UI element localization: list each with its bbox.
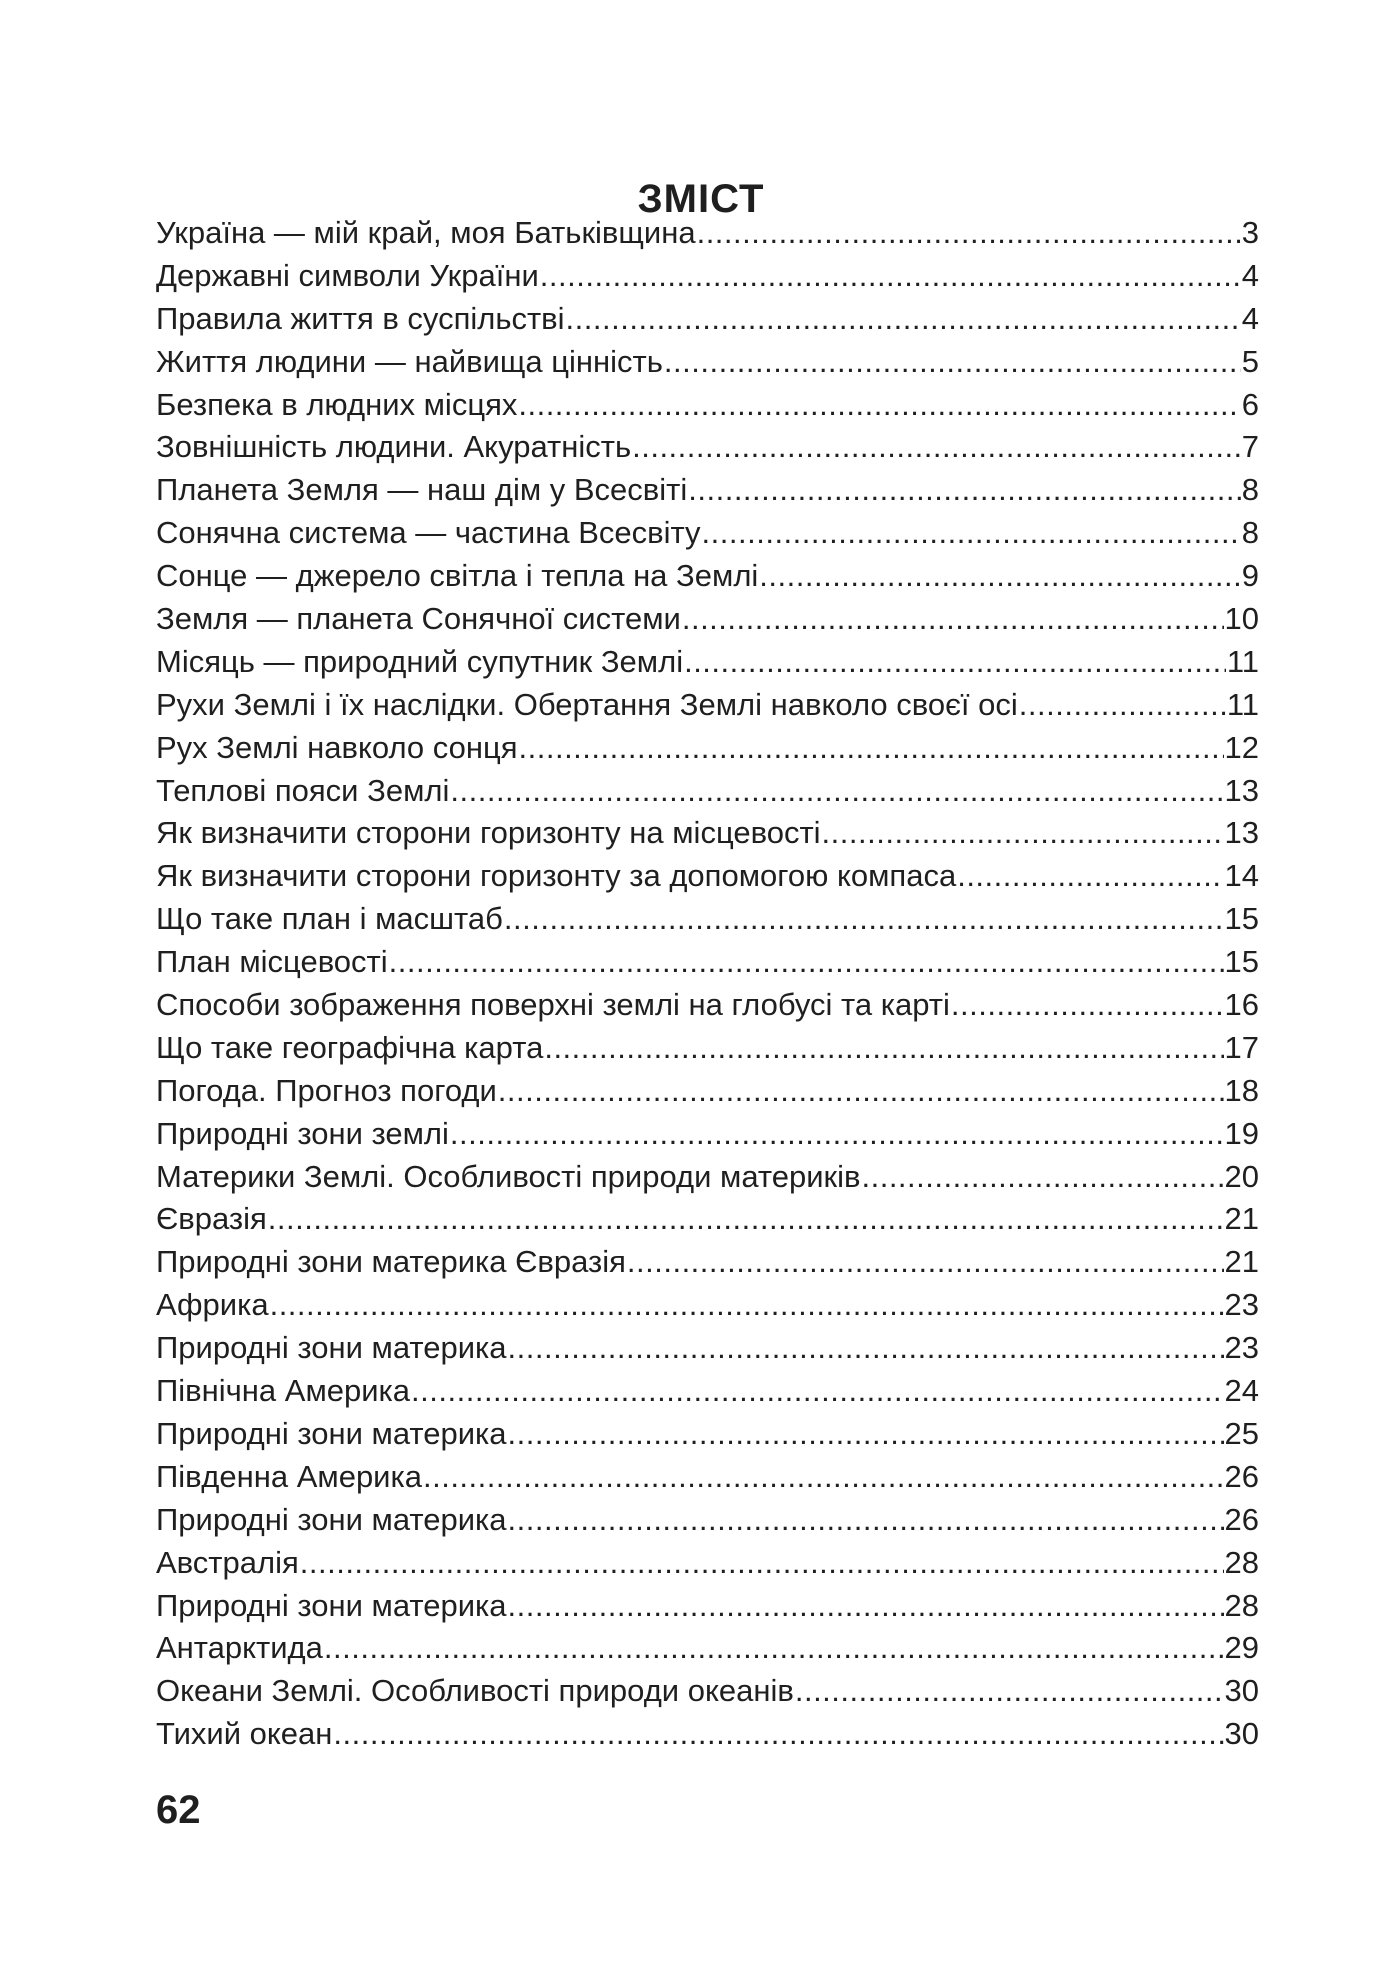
toc-entry-page: 13 <box>1224 815 1259 851</box>
toc-entry-page: 5 <box>1241 343 1259 379</box>
toc-dot-leader <box>684 641 1226 684</box>
toc-entry-title: Сонячна система — частина Всесвіту <box>156 515 701 551</box>
toc-dot-leader <box>664 341 1241 384</box>
toc-entry <box>156 1156 1259 1199</box>
toc-dot-leader <box>697 212 1241 255</box>
toc-entry <box>156 1241 1259 1284</box>
toc-dot-leader <box>540 255 1241 298</box>
toc-entry <box>156 1585 1259 1628</box>
toc-entry <box>156 1670 1259 1713</box>
toc-dot-leader <box>268 1198 1224 1241</box>
toc-entry-page: 28 <box>1224 1544 1259 1580</box>
toc-entry-page: 8 <box>1241 515 1259 551</box>
toc-entry-page: 6 <box>1241 386 1259 422</box>
toc-dot-leader <box>270 1284 1224 1327</box>
page-title: ЗМІСТ <box>637 176 765 221</box>
toc-entry <box>156 812 1259 855</box>
toc-entry-page: 29 <box>1224 1630 1259 1666</box>
toc-entry-title: Правила життя в суспільстві <box>156 300 565 336</box>
toc-entry <box>156 341 1259 384</box>
toc-entry-page: 21 <box>1224 1244 1259 1280</box>
toc-entry-title: Природні зони землі <box>156 1115 449 1151</box>
toc-entry <box>156 298 1259 341</box>
toc-dot-leader <box>544 1027 1223 1070</box>
toc-entry-title: Державні символи України <box>156 257 539 293</box>
toc-entry-page: 7 <box>1241 429 1259 465</box>
toc-entry <box>156 898 1259 941</box>
toc-entry-page: 24 <box>1224 1373 1259 1409</box>
toc-dot-leader <box>951 984 1224 1027</box>
toc-entry-title: Материки Землі. Особливості природи материків <box>156 1158 861 1194</box>
toc-entry <box>156 1370 1259 1413</box>
toc-entry-title: Зовнішність людини. Акуратність <box>156 429 632 465</box>
toc-entry-page: 14 <box>1224 858 1259 894</box>
toc-entry <box>156 1456 1259 1499</box>
toc-dot-leader <box>389 941 1224 984</box>
toc-entry <box>156 855 1259 898</box>
toc-entry-page: 19 <box>1224 1115 1259 1151</box>
toc-entry-title: Теплові пояси Землі <box>156 772 450 808</box>
toc-entry <box>156 1284 1259 1327</box>
toc-entry <box>156 770 1259 813</box>
toc-entry <box>156 212 1259 255</box>
toc-dot-leader <box>508 1585 1224 1628</box>
toc-entry <box>156 641 1259 684</box>
toc-entry-page: 18 <box>1224 1072 1259 1108</box>
toc-entry <box>156 1027 1259 1070</box>
toc-entry-title: Південна Америка <box>156 1458 422 1494</box>
table-of-contents <box>156 212 1259 1756</box>
toc-entry <box>156 384 1259 427</box>
toc-dot-leader <box>759 555 1240 598</box>
toc-entry-page: 21 <box>1224 1201 1259 1237</box>
toc-dot-leader <box>508 1499 1224 1542</box>
toc-entry-page: 25 <box>1224 1415 1259 1451</box>
toc-entry <box>156 1627 1259 1670</box>
toc-entry-title: Що таке географічна карта <box>156 1029 544 1065</box>
toc-entry <box>156 1713 1259 1756</box>
toc-entry-title: Тихий океан <box>156 1716 333 1752</box>
toc-entry <box>156 426 1259 469</box>
toc-dot-leader <box>702 512 1241 555</box>
toc-entry <box>156 1499 1259 1542</box>
toc-entry-page: 4 <box>1241 257 1259 293</box>
toc-dot-leader <box>795 1670 1224 1713</box>
toc-entry-title: План місцевості <box>156 944 388 980</box>
toc-entry <box>156 598 1259 641</box>
toc-entry-page: 26 <box>1224 1501 1259 1537</box>
toc-entry-page: 3 <box>1241 215 1259 250</box>
toc-dot-leader <box>632 426 1241 469</box>
toc-entry <box>156 1542 1259 1585</box>
toc-entry <box>156 941 1259 984</box>
toc-entry-title: Євразія <box>156 1201 267 1237</box>
toc-entry-title: Австралія <box>156 1544 299 1580</box>
toc-entry-title: Безпека в людних місцях <box>156 386 518 422</box>
toc-entry-title: Природні зони материка <box>156 1330 507 1366</box>
toc-entry <box>156 512 1259 555</box>
toc-entry-title: Природні зони материка <box>156 1587 507 1623</box>
toc-entry-page: 8 <box>1241 472 1259 508</box>
toc-dot-leader <box>627 1241 1224 1284</box>
toc-dot-leader <box>508 1413 1224 1456</box>
toc-dot-leader <box>518 384 1240 427</box>
toc-entry-page: 15 <box>1224 944 1259 980</box>
toc-entry <box>156 1070 1259 1113</box>
toc-entry <box>156 727 1259 770</box>
toc-dot-leader <box>688 469 1241 512</box>
toc-entry <box>156 1327 1259 1370</box>
toc-entry-title: Погода. Прогноз погоди <box>156 1072 497 1108</box>
toc-entry-title: Природні зони материка Євразія <box>156 1244 626 1280</box>
toc-entry-page: 11 <box>1226 686 1259 722</box>
toc-entry-title: Рух Землі навколо сонця <box>156 729 518 765</box>
toc-entry-page: 30 <box>1224 1716 1259 1752</box>
toc-entry-page: 16 <box>1224 987 1259 1023</box>
toc-entry-page: 28 <box>1224 1587 1259 1623</box>
toc-entry-title: Як визначити сторони горизонту за допомогою компаса <box>156 858 957 894</box>
toc-entry-page: 9 <box>1241 558 1259 594</box>
toc-entry-title: Рухи Землі і їх наслідки. Обертання Землі навколо своєї осі <box>156 686 1018 722</box>
toc-entry <box>156 555 1259 598</box>
toc-dot-leader <box>519 727 1224 770</box>
toc-dot-leader <box>508 1327 1224 1370</box>
toc-entry-title: Україна — мій край, моя Батьківщина <box>156 215 696 250</box>
toc-entry-page: 12 <box>1224 729 1259 765</box>
toc-dot-leader <box>450 1113 1224 1156</box>
toc-dot-leader <box>682 598 1224 641</box>
toc-entry-title: Природні зони материка <box>156 1501 507 1537</box>
toc-entry-title: Земля — планета Сонячної системи <box>156 601 681 637</box>
toc-entry <box>156 1198 1259 1241</box>
toc-dot-leader <box>822 812 1224 855</box>
toc-entry <box>156 1113 1259 1156</box>
page-number: 62 <box>156 1788 201 1832</box>
toc-dot-leader <box>324 1627 1224 1670</box>
toc-entry-page: 23 <box>1224 1287 1259 1323</box>
toc-dot-leader <box>566 298 1241 341</box>
toc-dot-leader <box>333 1713 1223 1756</box>
toc-dot-leader <box>411 1370 1223 1413</box>
toc-dot-leader <box>498 1070 1224 1113</box>
toc-entry-title: Життя людини — найвища цінність <box>156 343 663 379</box>
toc-entry-page: 11 <box>1226 643 1259 679</box>
toc-entry-title: Океани Землі. Особливості природи океанів <box>156 1673 794 1709</box>
toc-entry <box>156 984 1259 1027</box>
toc-dot-leader <box>957 855 1223 898</box>
toc-entry <box>156 684 1259 727</box>
toc-dot-leader <box>300 1542 1224 1585</box>
toc-entry <box>156 1413 1259 1456</box>
toc-entry-title: Місяць — природний супутник Землі <box>156 643 684 679</box>
toc-entry-page: 23 <box>1224 1330 1259 1366</box>
toc-entry-title: Природні зони материка <box>156 1415 507 1451</box>
toc-entry-page: 20 <box>1224 1158 1259 1194</box>
toc-dot-leader <box>1019 684 1226 727</box>
toc-entry-page: 15 <box>1224 901 1259 937</box>
toc-entry-page: 17 <box>1224 1029 1259 1065</box>
toc-entry <box>156 255 1259 298</box>
toc-entry-title: Що таке план і масштаб <box>156 901 503 937</box>
toc-dot-leader <box>861 1156 1223 1199</box>
toc-entry-page: 26 <box>1224 1458 1259 1494</box>
toc-entry-title: Сонце — джерело світла і тепла на Землі <box>156 558 759 594</box>
toc-entry-page: 4 <box>1241 300 1259 336</box>
toc-entry-title: Північна Америка <box>156 1373 411 1409</box>
toc-entry-page: 13 <box>1224 772 1259 808</box>
toc-dot-leader <box>423 1456 1224 1499</box>
toc-entry-page: 10 <box>1224 601 1259 637</box>
toc-entry <box>156 469 1259 512</box>
toc-dot-leader <box>504 898 1224 941</box>
toc-entry-title: Планета Земля — наш дім у Всесвіті <box>156 472 688 508</box>
toc-entry-title: Способи зображення поверхні землі на глобусі та карті <box>156 987 950 1023</box>
toc-entry-title: Антарктида <box>156 1630 323 1666</box>
toc-entry-title: Африка <box>156 1287 269 1323</box>
toc-entry-page: 30 <box>1224 1673 1259 1709</box>
toc-entry-title: Як визначити сторони горизонту на місцевості <box>156 815 821 851</box>
toc-dot-leader <box>450 770 1223 813</box>
